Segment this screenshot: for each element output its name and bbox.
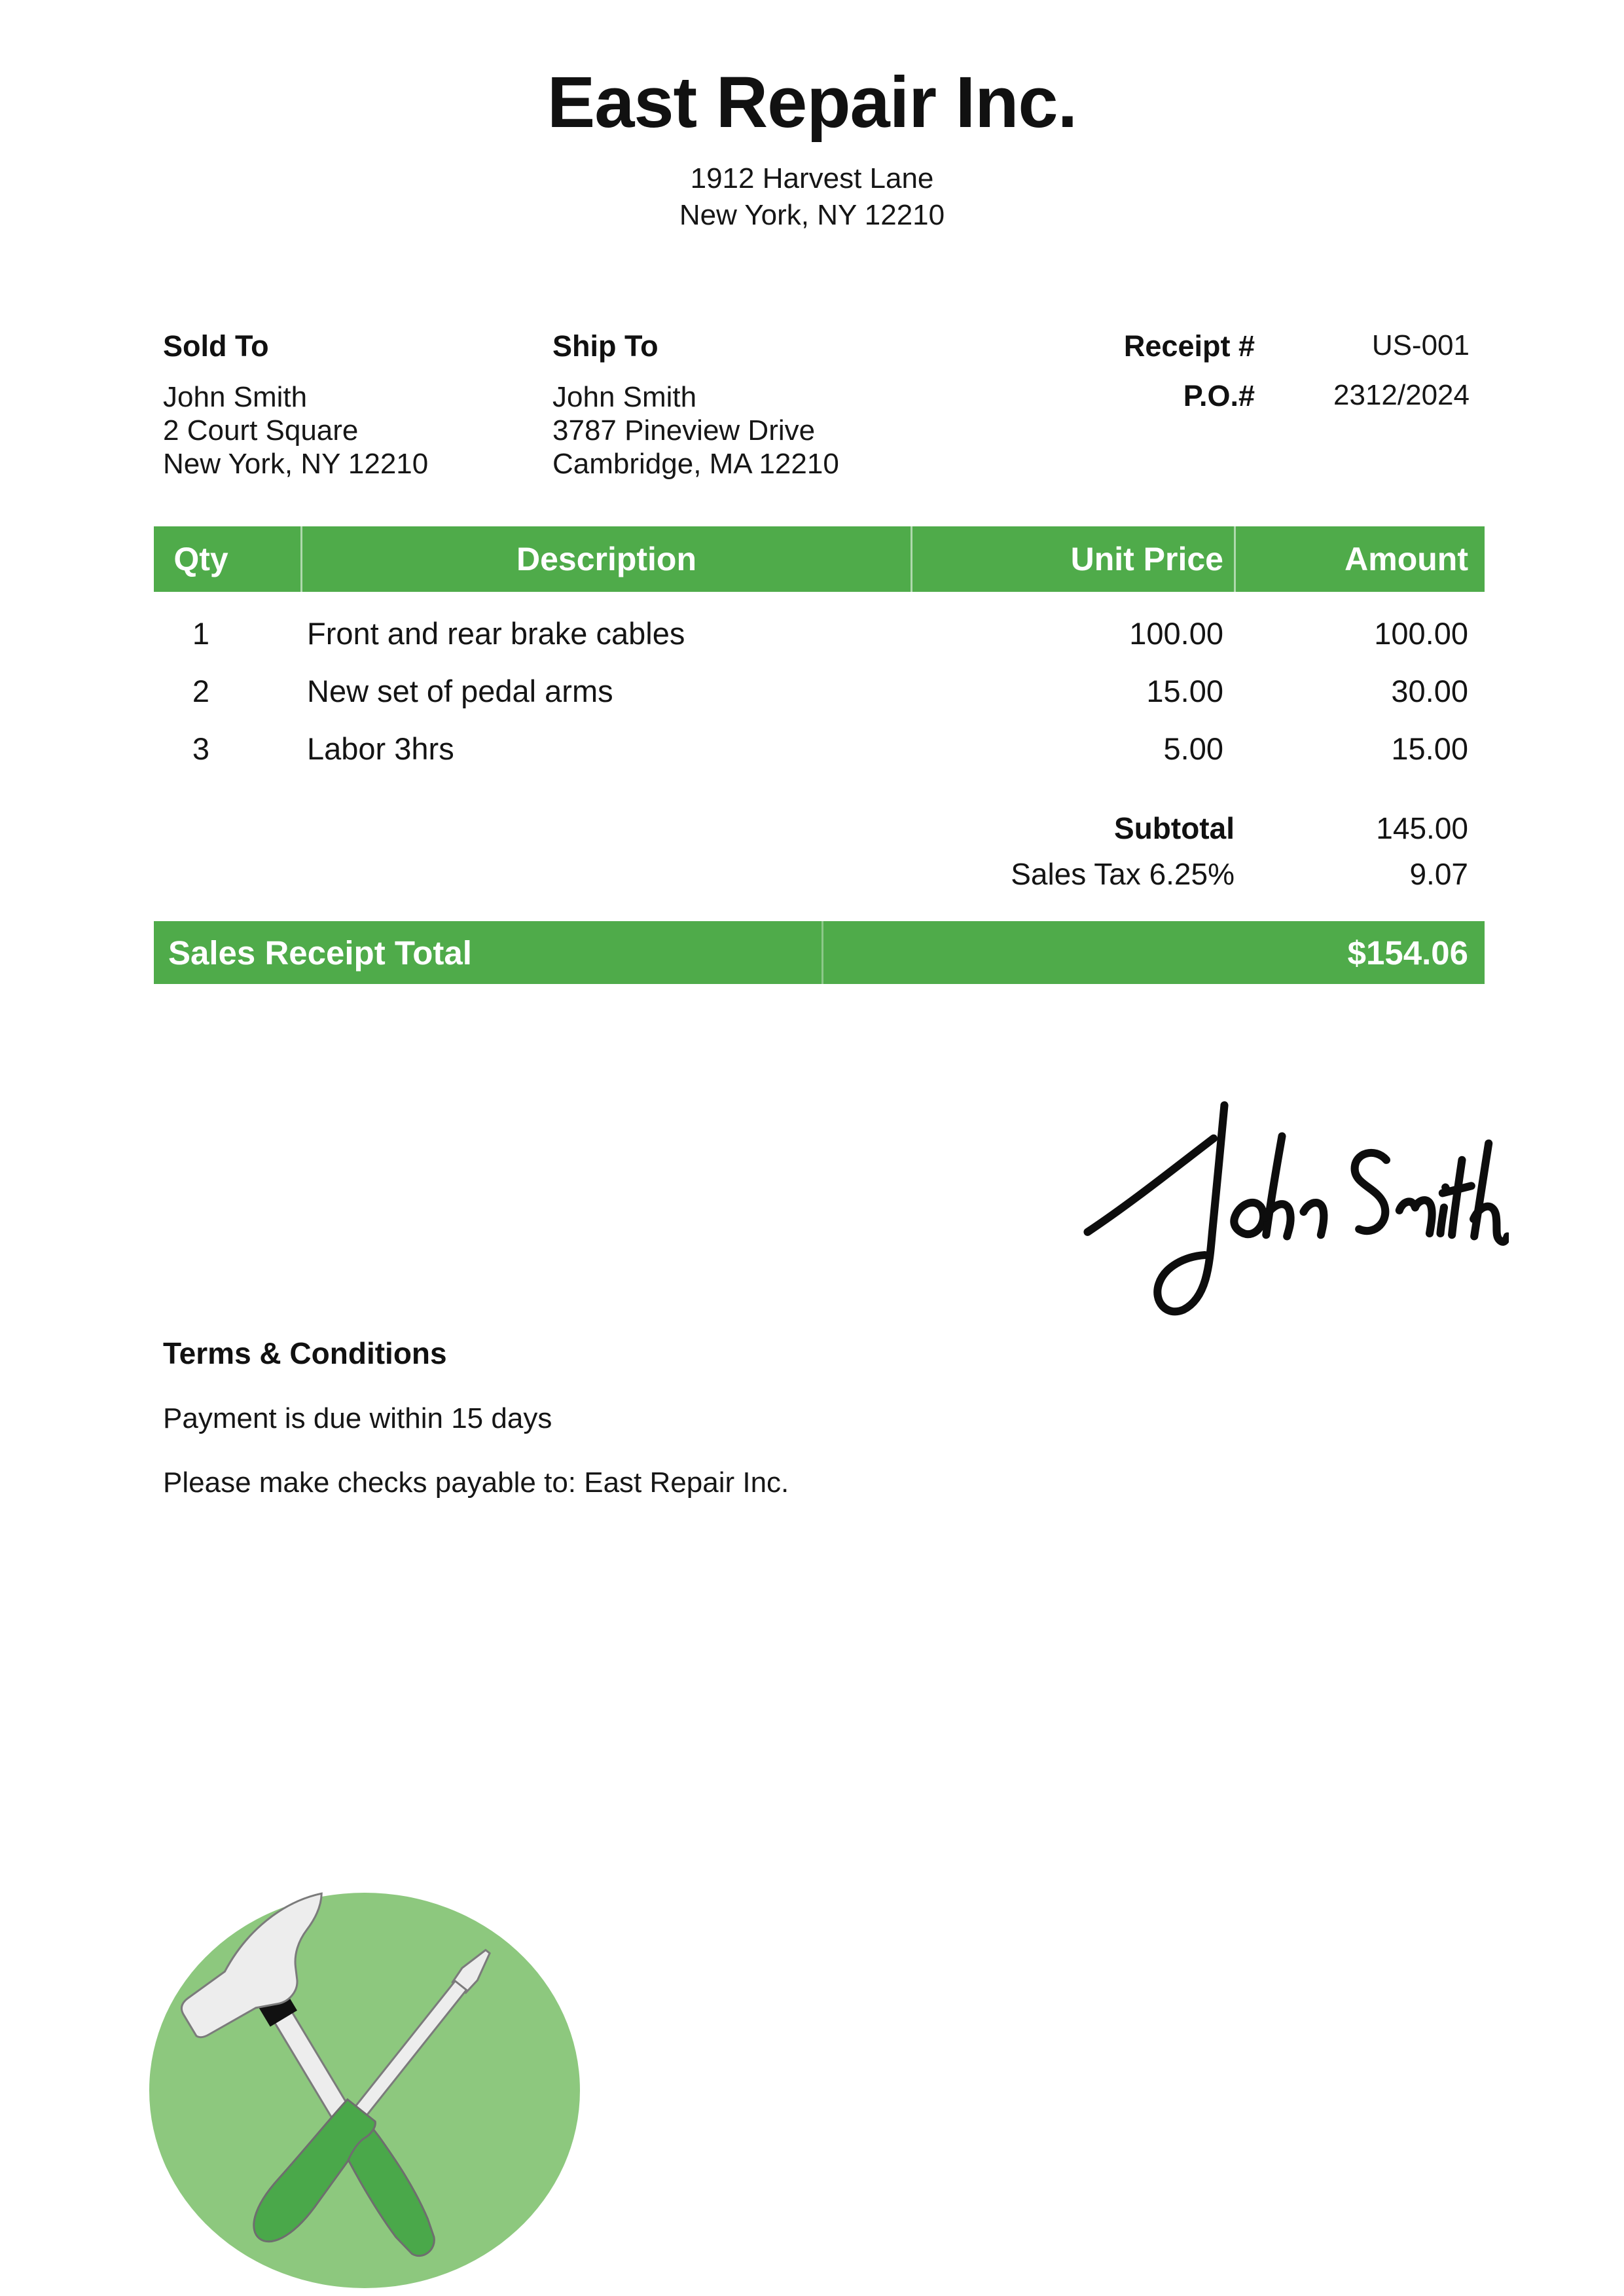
row-qty: 1 [192,616,210,651]
ship-to-street: 3787 Pineview Drive [552,414,816,446]
subtotal-row [154,811,1468,846]
sold-to-name: John Smith [163,381,308,413]
row-amount: 100.00 [1374,616,1468,651]
row-unit-price: 15.00 [1146,674,1223,708]
terms-heading: Terms & Conditions [163,1336,447,1370]
company-address-line1: 1912 Harvest Lane [690,162,934,194]
receipt-meta-block [982,329,1470,429]
ship-to-address [552,380,839,481]
line-items-table [154,526,1485,788]
row-amount: 30.00 [1391,674,1468,708]
total-bar-divider [821,921,823,984]
po-number-value: 2312/2024 [1333,379,1470,411]
row-description: Front and rear brake cables [307,616,685,651]
table-body [154,592,1485,788]
qty-column-header: Qty [173,541,228,577]
sold-to-block [163,329,428,481]
terms-line-payment: Payment is due within 15 days [163,1402,552,1434]
sold-to-heading: Sold To [163,329,269,363]
ship-to-city: Cambridge, MA 12210 [552,448,839,480]
description-column-header: Description [300,526,911,592]
sales-tax-value: 9.07 [1409,857,1468,891]
company-name: East Repair Inc. [547,62,1077,143]
ship-to-name: John Smith [552,381,697,413]
row-qty: 3 [192,731,210,766]
total-bar-label: Sales Receipt Total [168,934,472,972]
subtotal-value: 145.00 [1376,811,1468,845]
total-bar-value: $154.06 [1347,934,1468,972]
ship-to-block [552,329,839,481]
row-unit-price: 100.00 [1129,616,1223,651]
row-qty: 2 [192,674,210,708]
po-number-label: P.O.# [1183,379,1255,412]
company-header [0,63,1624,234]
company-address-line2: New York, NY 12210 [679,199,945,231]
unit-price-column-header: Unit Price [911,526,1234,592]
table-row [154,731,1485,788]
ship-to-heading: Ship To [552,329,659,363]
handwritten-signature-icon [1077,1075,1509,1334]
receipt-number-label: Receipt # [1123,329,1255,363]
row-description: Labor 3hrs [307,731,454,766]
table-header-row [154,526,1485,592]
totals-block [154,811,1468,902]
terms-section [163,1336,789,1499]
receipt-number-value: US-001 [1371,329,1470,361]
company-address [0,160,1624,234]
row-amount: 15.00 [1391,731,1468,766]
subtotal-label: Subtotal [1114,811,1235,845]
table-row [154,673,1485,731]
sales-tax-label: Sales Tax 6.25% [1011,857,1235,891]
sold-to-street: 2 Court Square [163,414,359,446]
amount-column-header: Amount [1234,526,1485,592]
table-row [154,615,1485,673]
terms-line-checks: Please make checks payable to: East Repair Inc. [163,1467,789,1499]
row-unit-price: 5.00 [1163,731,1223,766]
receipt-number-row [982,329,1470,363]
sales-receipt-total-bar [154,921,1485,984]
sales-tax-row [154,856,1468,892]
sold-to-address [163,380,428,481]
row-description: New set of pedal arms [307,674,613,708]
hammer-and-screwdriver-logo-icon [149,1887,581,2293]
sold-to-city: New York, NY 12210 [163,448,429,480]
po-number-row [982,379,1470,413]
